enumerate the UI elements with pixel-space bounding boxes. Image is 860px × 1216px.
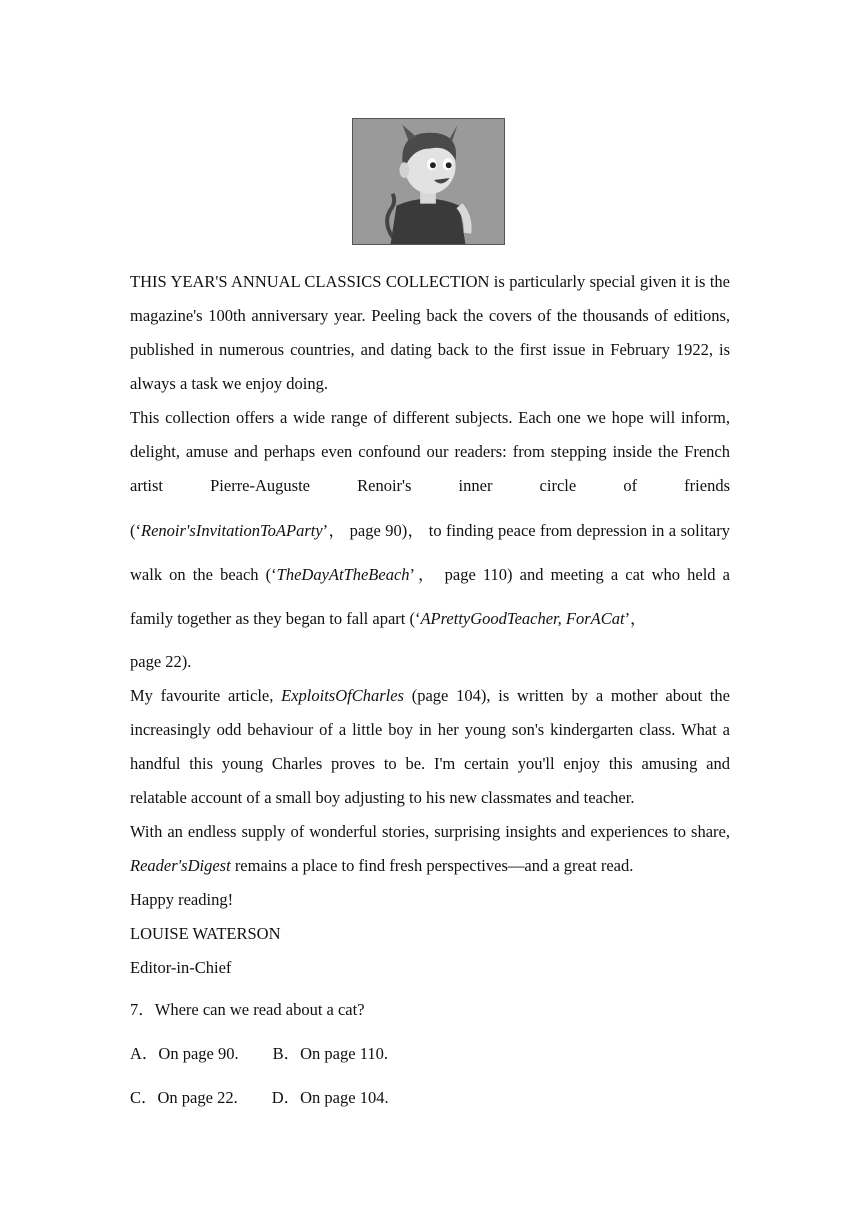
cartoon-boy-with-horns-illustration	[353, 119, 504, 244]
cartoon-boy-illustration	[352, 118, 505, 245]
article-title-cat: APrettyGoodTeacher, ForACat	[420, 609, 625, 628]
options-row-1	[130, 1037, 730, 1071]
collection-intro: This collection offers a wide range of different subjects. Each one we hope will inform, delight, amuse and perhaps even confound our readers: from stepping inside the French artist Pierre-Auguste Renoir's inner circle of friends	[130, 408, 730, 495]
paragraph-intro: THIS YEAR'S ANNUAL CLASSICS COLLECTION is particularly special given it is the magazine's 100th anniversary year. Peeling back the covers of the thousands of editions, published in numerous countries, and dating back to the first issue in February 1922, is always a task we enjoy doing.	[130, 272, 730, 393]
question-number: 7．	[130, 1000, 155, 1019]
article-title-renoir: Renoir'sInvitationToAParty	[141, 521, 323, 540]
paragraph-favourite: My favourite article, ExploitsOfCharles (page 104), is written by a mother about the increasingly odd behaviour of a little boy in her young son's kindergarten class. What a handful this young Charles proves to be. I'm certain you'll enjoy this amusing and relatable account of a small boy adjusting to his new classmates and teacher.	[130, 686, 730, 807]
paragraph-collection	[130, 401, 730, 679]
option-b[interactable]: B．On page 110.	[272, 1044, 388, 1063]
closing-line: Happy reading!	[130, 890, 234, 909]
collection-end: page 22).	[130, 652, 192, 671]
author-name: LOUISE WATERSON	[130, 924, 281, 943]
option-a[interactable]: A．On page 90.	[130, 1044, 239, 1063]
magazine-title: Reader'sDigest	[130, 856, 231, 875]
collection-references: (‘Renoir'sInvitationToAParty’， page 90)， to finding peace from depression in a solitary walk on the beach (‘TheDayAtTheBeach’， page 110) and meeting a cat who held a family together as they began to fall apart (‘APrettyGoodTeacher, ForACat’，	[130, 521, 730, 628]
paragraph-closing: With an endless supply of wonderful stories, surprising insights and experiences to share, Reader'sDigest remains a place to find fresh perspectives—and a great read.	[130, 822, 730, 875]
option-d[interactable]: D．On page 104.	[271, 1088, 389, 1107]
article-title-beach: TheDayAtTheBeach	[276, 565, 410, 584]
article-body	[130, 265, 730, 1115]
author-title: Editor-in-Chief	[130, 958, 232, 977]
question-text: Where can we read about a cat?	[154, 1000, 365, 1019]
option-c[interactable]: C．On page 22.	[130, 1088, 238, 1107]
article-title-charles: ExploitsOfCharles	[281, 686, 404, 705]
options-row-2	[130, 1081, 730, 1115]
question-7	[130, 993, 730, 1027]
